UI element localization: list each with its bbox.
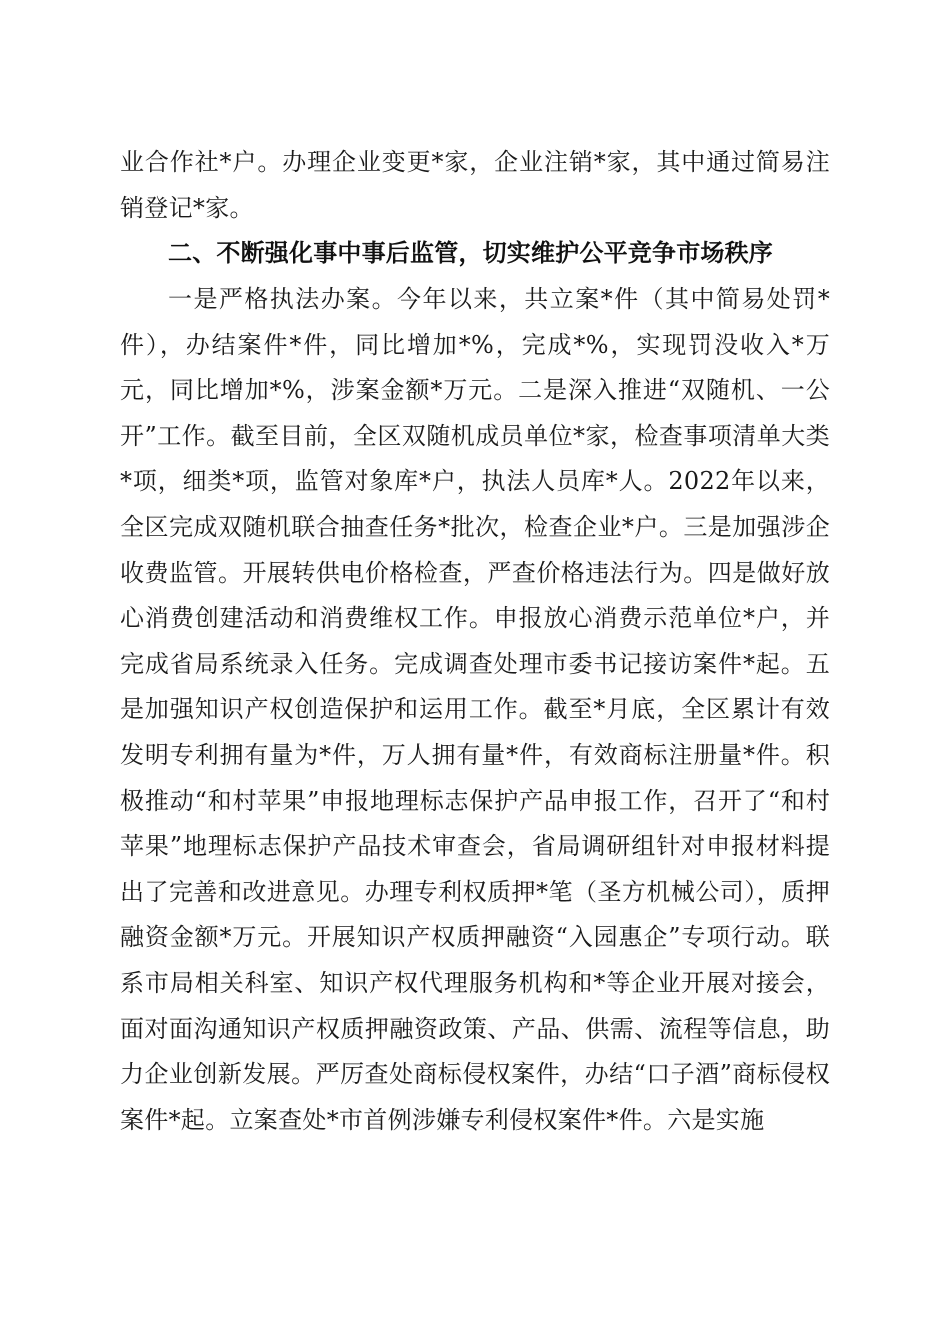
main-paragraph: 一是严格执法办案。今年以来，共立案*件（其中简易处罚*件），办结案件*件，同比增加*%，完成*%，实现罚没收入*万元，同比增加*%，涉案金额*万元。二是深入推进“双随机、一公开”工作。截至目前，全区双随机成员单位*家，检查事项清单大类*项，细类*项，监管对象库*户，执法人员库*人。2022年以来，全区完成双随机联合抽查任务*批次，检查企业*户。三是加强涉企收费监管。开展转供电价格检查，严查价格违法行为。四是做好放心消费创建活动和消费维权工作。申报放心消费示范单位*户，并完成省局系统录入任务。完成调查处理市委书记接访案件*起。五是加强知识产权创造保护和运用工作。截至*月底，全区累计有效发明专利拥有量为*件，万人拥有量*件，有效商标注册量*件。积极推动“和村苹果”申报地理标志保护产品申报工作，召开了“和村苹果”地理标志保护产品技术审查会，省局调研组针对申报材料提出了完善和改进意见。办理专利权质押*笔（圣方机械公司），质押融资金额*万元。开展知识产权质押融资“入园惠企”专项行动。联系市局相关科室、知识产权代理服务机构和*等企业开展对接会，面对面沟通知识产权质押融资政策、产品、供需、流程等信息，助力企业创新发展。严厉查处商标侵权案件，办结“口子酒”商标侵权案件*起。立案查处*市首例涉嫌专利侵权案件*件。六是实施 bbox=[120, 285, 830, 1134]
continuation-paragraph: 业合作社*户。办理企业变更*家，企业注销*家，其中通过简易注销登记*家。 bbox=[120, 148, 830, 222]
section-heading: 二、不断强化事中事后监管，切实维护公平竞争市场秩序 bbox=[168, 239, 773, 267]
